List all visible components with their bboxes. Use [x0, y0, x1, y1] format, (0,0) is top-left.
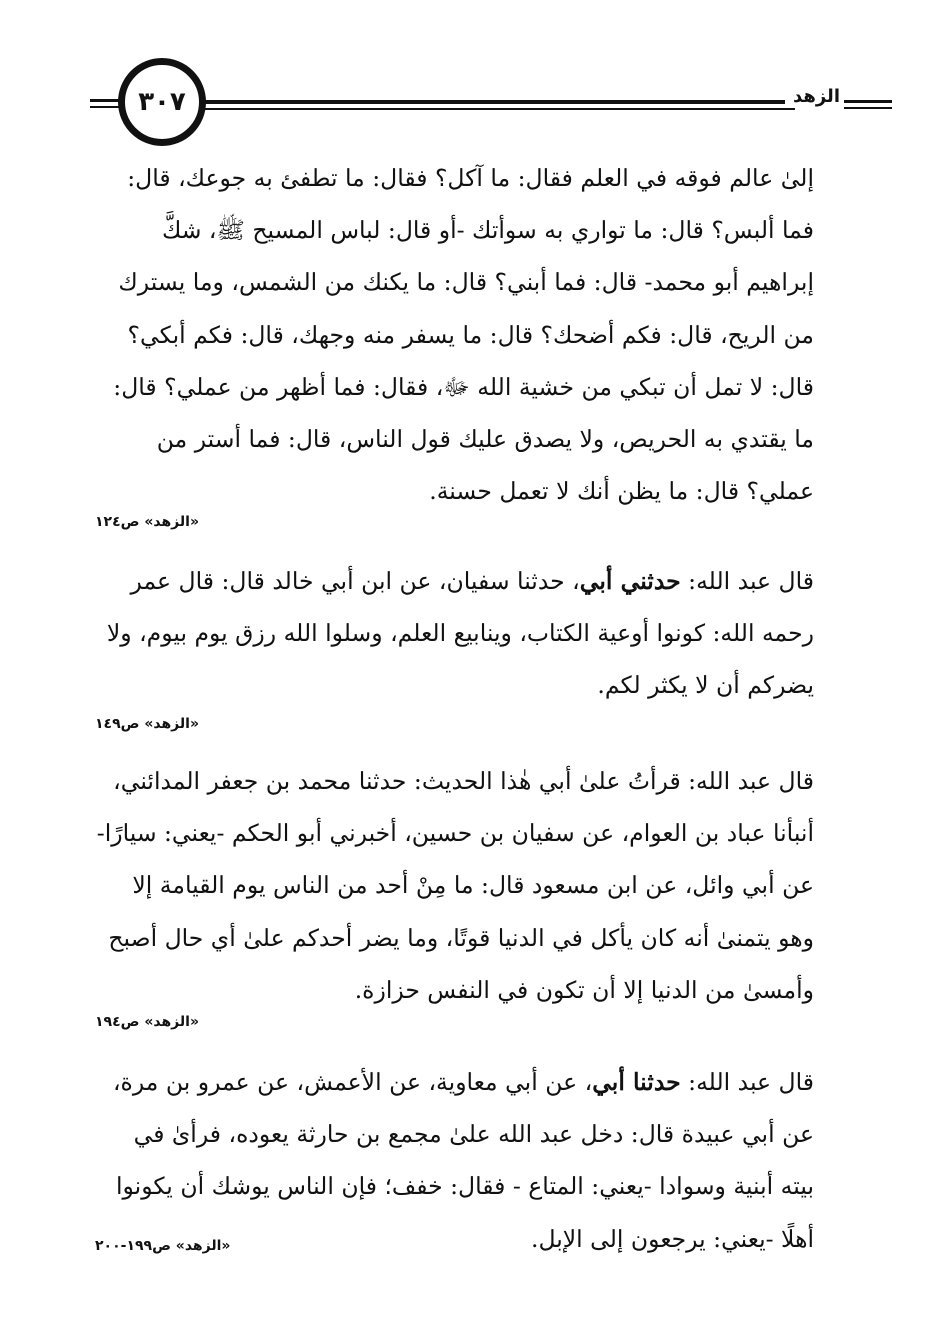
source-citation: «الزهد» ص١٩٤	[95, 1014, 199, 1030]
paragraph-text: إلىٰ عالم فوقه في العلم فقال: ما آكل؟ فقال: ما تطفئ به جوعك، قال: فما ألبس؟ قال: ما تواري به سوأتك -أو قال: لباس المسيح ﷺ، شكَّ إبراهيم أبو محمد- قال: فما أبني؟ قال: ما يكنك من الشمس، وما يسترك من الريح، قال: فكم أضحك؟ قال: ما يسفر منه وجهك، قال: فكم أبكي؟ قال: لا تمل أن تبكي من خشية الله ﷻ، فقال: فما أظهر من عملي؟ قال: ما يقتدي به الحريص، ولا يصدق عليك قول الناس، قال: فما أستر من عملي؟ قال: ما يظن أنك لا تعمل حسنة.	[113, 164, 814, 506]
paragraph	[95, 1056, 814, 1265]
source-citation: «الزهد» ص١٢٤	[95, 514, 199, 530]
paragraph-prefix: قال عبد الله:	[680, 567, 814, 595]
page-number-badge	[118, 58, 206, 146]
source-citation: «الزهد» ص١٤٩	[95, 716, 199, 732]
header-rule-right	[844, 100, 892, 103]
narrator-bold: حدثنا أبي	[592, 1068, 681, 1096]
paragraph	[95, 755, 814, 1016]
chapter-title: الزهد	[785, 86, 840, 107]
narrator-bold: حدثني أبي	[579, 567, 681, 595]
header-rule-right-thin	[844, 107, 892, 109]
source-citation: «الزهد» ص١٩٩-٢٠٠	[95, 1238, 231, 1254]
header-rule-thin	[200, 108, 795, 110]
paragraph-text: ، حدثنا سفيان، عن ابن أبي خالد قال: قال عمر رحمه الله: كونوا أوعية الكتاب، وينابيع العلم، وسلوا الله رزق يوم بيوم، ولا يضركم أن لا يكثر لكم.	[106, 567, 814, 700]
header-rule	[200, 100, 795, 104]
page-number: ٣٠٧	[138, 87, 186, 117]
paragraph	[95, 152, 814, 517]
paragraph-text: قال عبد الله: قرأتُ علىٰ أبي هٰذا الحديث: حدثنا محمد بن جعفر المدائني، أنبأنا عباد بن العوام، عن سفيان بن حسين، أخبرني أبو الحكم -يعني: سيارًا- عن أبي وائل، عن ابن مسعود قال: ما مِنْ أحد من الناس يوم القيامة إلا وهو يتمنىٰ أنه كان يأكل في الدنيا قوتًا، وما يضر أحدكم علىٰ أي حال أصبح وأمسىٰ من الدنيا إلا أن تكون في النفس حزازة.	[96, 767, 814, 1004]
paragraph-prefix: قال عبد الله:	[680, 1068, 814, 1096]
paragraph-text: ، عن أبي معاوية، عن الأعمش، عن عمرو بن مرة، عن أبي عبيدة قال: دخل عبد الله علىٰ مجمع بن حارثة يعوده، فرأىٰ في بيته أبنية وسوادا -يعني: المتاع - فقال: خفف؛ فإن الناس يوشك أن يكونوا أهلًا -يعني: يرجعون إلى الإبل.	[112, 1068, 814, 1253]
paragraph	[95, 555, 814, 712]
